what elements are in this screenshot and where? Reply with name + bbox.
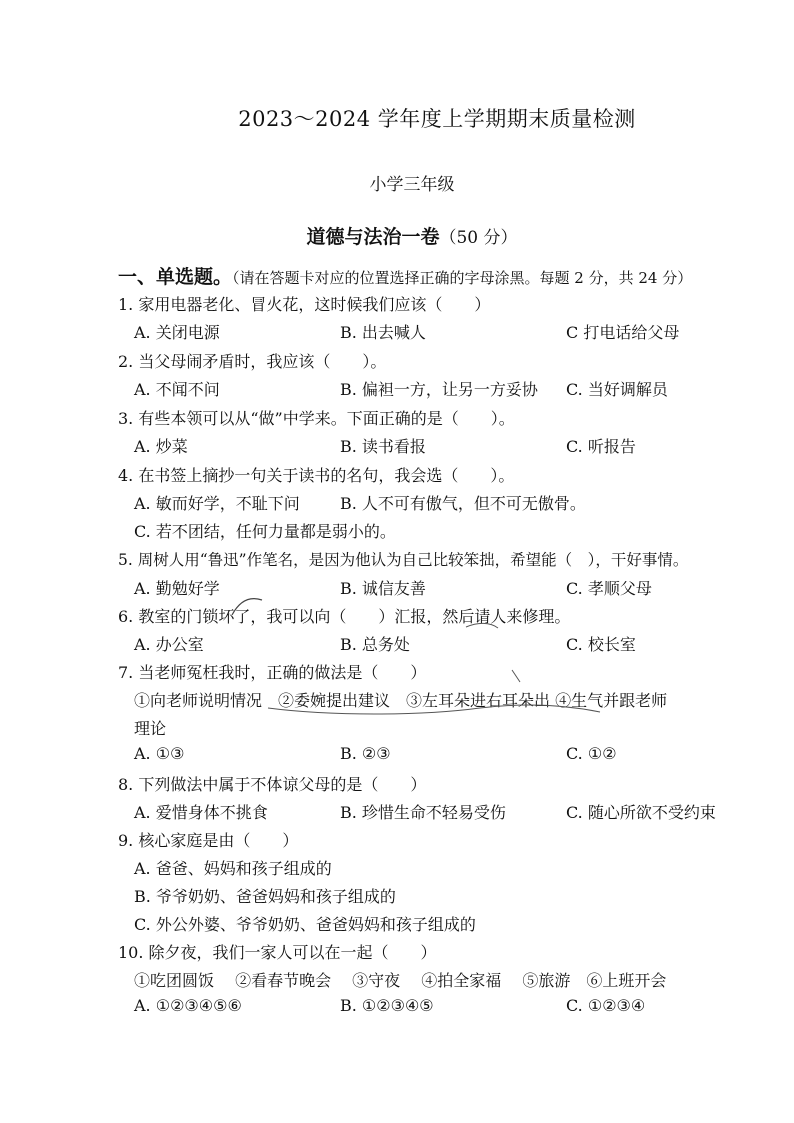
subject-heading	[0, 222, 794, 249]
option-a: A. 敏而好学，不耻下问	[134, 494, 300, 513]
option-a: A. 勤勉好学	[134, 579, 220, 598]
option-c: C. 随心所欲不受约束	[566, 803, 716, 822]
question-choices: ①吃团圆饭 ②看春节晚会 ③守夜 ④拍全家福 ⑤旅游 ⑥上班开会	[134, 971, 667, 990]
question-stem: 1. 家用电器老化、冒火花，这时候我们应该（ ）	[118, 295, 491, 314]
option-a: A. 关闭电源	[134, 323, 220, 342]
option-b: B. ②③	[340, 744, 391, 763]
question-stem: 9. 核心家庭是由（ ）	[118, 831, 299, 850]
option-a: A. 不闻不问	[134, 380, 220, 399]
option-c: C. 当好调解员	[566, 380, 668, 399]
option-b: B. 出去喊人	[340, 323, 426, 342]
option-b: B. 总务处	[340, 635, 410, 654]
question-stem: 4. 在书签上摘抄一句关于读书的名句，我会选（ ）。	[118, 466, 515, 485]
section-instructions: （请在答题卡对应的位置选择正确的字母涂黑。每题 2 分，共 24 分）	[232, 269, 693, 287]
question-choices-continued: 理论	[134, 719, 167, 738]
option-b: B. ①②③④⑤	[340, 996, 434, 1015]
option-a: A. 炒菜	[134, 437, 188, 456]
pen-stroke	[512, 670, 520, 682]
option-c: C. 若不团结，任何力量都是弱小的。	[134, 522, 396, 541]
question-stem: 8. 下列做法中属于不体谅父母的是（ ）	[118, 775, 427, 794]
subject-name: 道德与法治一卷	[306, 226, 440, 248]
option-b: B. 诚信友善	[340, 579, 426, 598]
option-a: A. 爱惜身体不挑食	[134, 803, 268, 822]
option-a: A. 爸爸、妈妈和孩子组成的	[134, 859, 332, 878]
grade-label: 小学三年级	[369, 175, 455, 195]
option-a: A. ①②③④⑤⑥	[134, 996, 242, 1015]
option-b: B. 读书看报	[340, 437, 426, 456]
total-score: （50 分）	[439, 228, 518, 248]
option-c: C. 孝顺父母	[566, 579, 652, 598]
question-stem: 7. 当老师冤枉我时，正确的做法是（ ）	[118, 663, 427, 682]
option-c: C. 听报告	[566, 437, 636, 456]
question-stem: 6. 教室的门锁坏了，我可以向（ ）汇报，然后请人来修理。	[118, 607, 571, 626]
question-choices: ①向老师说明情况 ②委婉提出建议 ③左耳朵进右耳朵出 ④生气并跟老师	[134, 691, 668, 710]
option-b: B. 珍惜生命不轻易受伤	[340, 803, 506, 822]
option-a: A. 办公室	[134, 635, 204, 654]
option-c: C. ①②	[566, 744, 617, 763]
option-b: B. 爷爷奶奶、爸爸妈妈和孩子组成的	[134, 887, 396, 906]
option-c: C. ①②③④	[566, 996, 646, 1015]
option-c: C. 外公外婆、爷爷奶奶、爸爸妈妈和孩子组成的	[134, 915, 476, 934]
option-b: B. 人不可有傲气，但不可无傲骨。	[340, 494, 586, 513]
exam-title: 2023～2024 学年度上学期期末质量检测	[238, 107, 636, 131]
option-b: B. 偏袒一方，让另一方妥协	[340, 380, 538, 399]
option-a: A. ①③	[134, 744, 185, 763]
section-heading	[118, 262, 692, 289]
question-stem: 3. 有些本领可以从“做”中学来。下面正确的是（ ）。	[118, 409, 515, 428]
question-stem: 10. 除夕夜，我们一家人可以在一起（ ）	[118, 943, 437, 962]
option-c: C 打电话给父母	[566, 323, 680, 342]
option-c: C. 校长室	[566, 635, 636, 654]
question-stem: 2. 当父母闹矛盾时，我应该（ ）。	[118, 352, 387, 371]
section-title: 一、单选题。	[118, 266, 233, 288]
question-stem: 5. 周树人用“鲁迅”作笔名，是因为他认为自己比较笨拙，希望能（ ），干好事情。	[118, 551, 689, 569]
